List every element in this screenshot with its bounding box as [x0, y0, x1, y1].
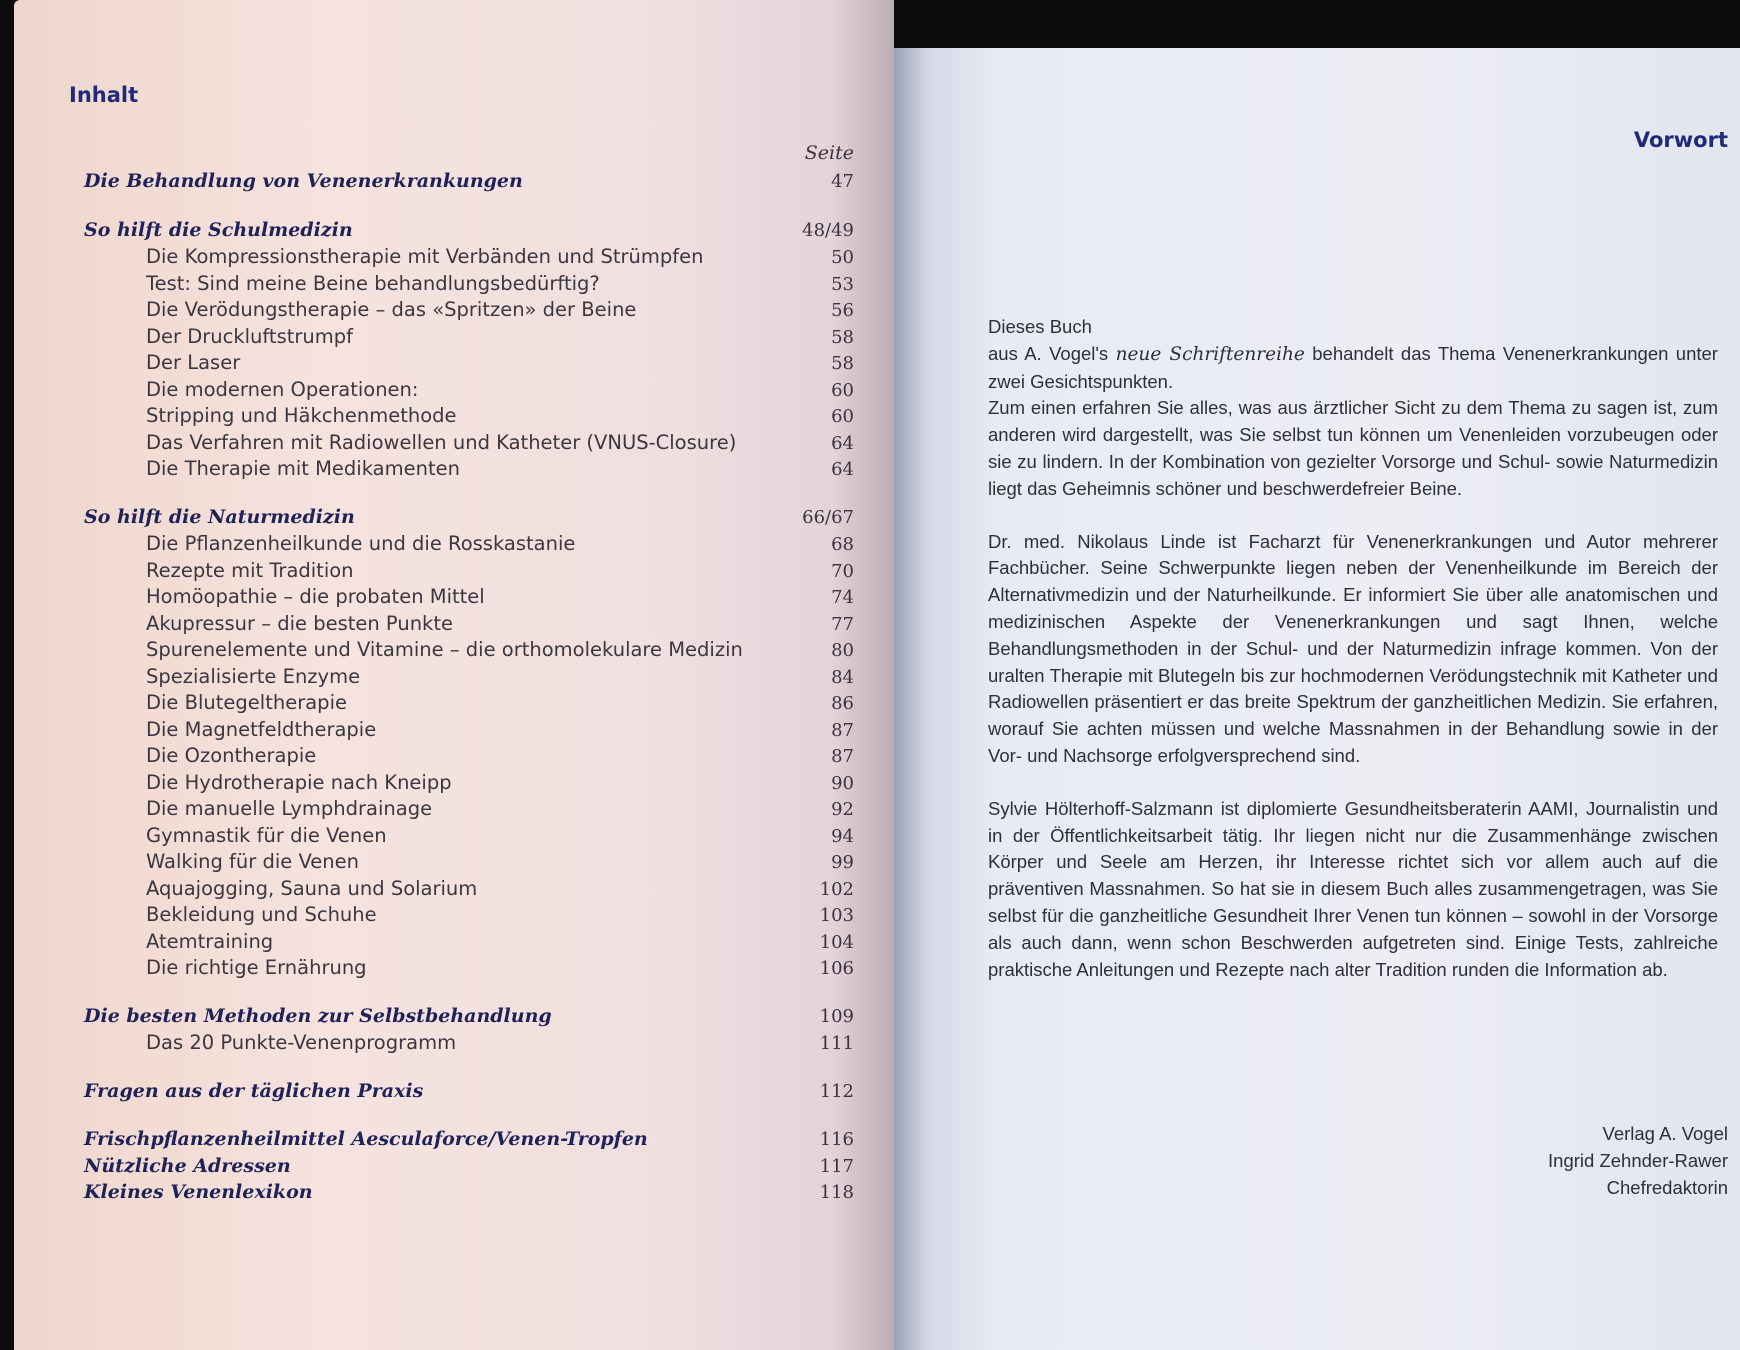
toc-entry: Der Druckluftstrumpf 58	[146, 324, 854, 348]
toc-entry: Spurenelemente und Vitamine – die orthomolekulare Medizin 80	[146, 638, 854, 661]
toc-main-entry: So hilft die Schulmedizin 48/49	[84, 218, 854, 241]
toc-section	[84, 506, 854, 983]
toc-entry: Aquajogging, Sauna und Solarium 102	[146, 876, 854, 900]
toc-entry: Akupressur – die besten Punkte 77	[146, 611, 854, 635]
toc-entry: Der Laser 58	[146, 351, 854, 374]
toc-entry: Die Magnetfeldtherapie 87	[146, 717, 854, 741]
toc-heading: Inhalt	[69, 83, 139, 107]
toc-entry: Homöopathie – die probaten Mittel 74	[146, 585, 854, 608]
seite-label: Seite	[804, 142, 854, 164]
foreword-paragraph: Sylvie Hölterhoff-Salzmann ist diplomierte Gesundheitsberaterin AAMI, Journalistin und in der Öffentlichkeitsarbeit tätig. Ihr liegen nicht nur die Zusammenhänge zwischen Körper und Seele am Herzen, ihr Interesse richtet sich vor allem auch auf die präventiven Massnahmen. So hat sie in diesem Buch alles zusammengetragen, was Sie selbst für die ganzheitliche Gesundheit Ihrer Venen tun können – sowohl in der Vorsorge als auch dann, wenn schon Beschwerden aufgetreten sind. Einige Tests, zahlreiche praktische Anleitungen und Rezepte nach alter Tradition runden die Information ab.	[988, 797, 1718, 980]
toc-entry: Atemtraining 104	[146, 929, 854, 953]
toc-entry: Die modernen Operationen: 60	[146, 377, 854, 401]
toc-section	[84, 1128, 854, 1208]
toc-entry: Gymnastik für die Venen 94	[146, 823, 854, 847]
toc-entry: Die Kompressionstherapie mit Verbänden und Strümpfen 50	[146, 245, 854, 268]
signature-block	[1548, 1120, 1728, 1201]
signature-line: Ingrid Zehnder-Rawer	[1548, 1150, 1728, 1171]
right-page	[894, 48, 1740, 1350]
foreword-paragraph: Dr. med. Nikolaus Linde ist Facharzt für Venenerkrankungen und Autor mehrerer Fachbücher. Seine Schwerpunkte liegen neben der Venenheilkunde im Bereich der Alternativmedizin und der Naturheilkunde. Er informiert Sie über alle anatomischen und medizinischen Aspekte der Venenerkrankungen und sagt Ihnen, welche Behandlungsmethoden in der Schul- und der Naturmedizin infrage kommen. Von der uralten Therapie mit Blutegeln bis zur hochmodernen Verödungstechnik mit Katheter und Radiowellen präsentiert er das breite Spektrum der ganzheitlichen Medizin. Sie erfahren, worauf Sie achten müssen und welche Massnahmen in der Behandlung sowie in der Vor- und Nachsorge erfolgversprechend sind.	[988, 530, 1718, 766]
signature-line: Chefredaktorin	[1606, 1177, 1728, 1198]
toc-main-entry: Frischpflanzenheilmittel Aesculaforce/Venen-Tropfen 116	[84, 1128, 854, 1150]
toc-main-entry: Fragen aus der täglichen Praxis 112	[84, 1079, 854, 1102]
left-page	[14, 0, 894, 1350]
toc-main-entry: Nützliche Adressen 117	[84, 1154, 854, 1177]
toc-entry: Die richtige Ernährung 106	[146, 956, 854, 979]
toc-entry: Die Therapie mit Medikamenten 64	[146, 457, 854, 480]
toc-entry: Die Ozontherapie 87	[146, 744, 854, 767]
toc-entry: Die Blutegeltherapie 86	[146, 691, 854, 714]
toc-entry: Test: Sind meine Beine behandlungsbedürftig? 53	[146, 271, 854, 295]
toc-main-entry: Kleines Venenlexikon 118	[84, 1181, 854, 1203]
toc-entry: Die Hydrotherapie nach Kneipp 90	[146, 770, 854, 794]
toc-entry: Das Verfahren mit Radiowellen und Katheter (VNUS-Closure) 64	[146, 430, 854, 454]
toc-section	[84, 219, 854, 484]
toc-section	[84, 1080, 854, 1107]
toc-entry: Die Pflanzenheilkunde und die Rosskastanie 68	[146, 532, 854, 555]
toc-entry: Spezialisierte Enzyme 84	[146, 664, 854, 688]
toc-entry: Stripping und Häkchenmethode 60	[146, 404, 854, 427]
series-title: neue Schriftenreihe	[1115, 343, 1305, 365]
toc-entry: Das 20 Punkte-Venenprogramm 111	[146, 1031, 854, 1054]
toc-section	[84, 1005, 854, 1058]
toc-entry: Die Verödungstherapie – das «Spritzen» der Beine 56	[146, 298, 854, 321]
toc-section	[84, 170, 854, 197]
foreword-heading: Vorwort	[1633, 128, 1728, 152]
toc-entry: Bekleidung und Schuhe 103	[146, 903, 854, 926]
foreword-text	[988, 314, 1718, 1009]
toc-main-entry: So hilft die Naturmedizin 66/67	[84, 505, 854, 528]
toc-entry: Rezepte mit Tradition 70	[146, 558, 854, 582]
foreword-paragraph: Dieses Buch aus A. Vogel's neue Schriftenreihe behandelt das Thema Venenerkrankungen unter zwei Gesichtspunkten. Zum einen erfahren Sie alles, was aus ärztlicher Sicht zu dem Thema zu sagen ist, zum anderen wird dargestellt, was Sie selbst tun können um Venenleiden vorzubeugen oder sie zu lindern. In der Kombination von gezielter Vorsorge und Schul- sowie Naturmedizin liegt das Geheimnis schöner und beschwerdefreier Beine.	[988, 316, 1718, 499]
toc-entry: Die manuelle Lymphdrainage 92	[146, 797, 854, 820]
toc-main-entry: Die besten Methoden zur Selbstbehandlung 109	[84, 1004, 854, 1027]
toc-main-entry: Die Behandlung von Venenerkrankungen 47	[84, 170, 854, 192]
signature-line: Verlag A. Vogel	[1602, 1123, 1728, 1144]
toc-entry: Walking für die Venen 99	[146, 850, 854, 873]
table-of-contents	[84, 142, 854, 1230]
